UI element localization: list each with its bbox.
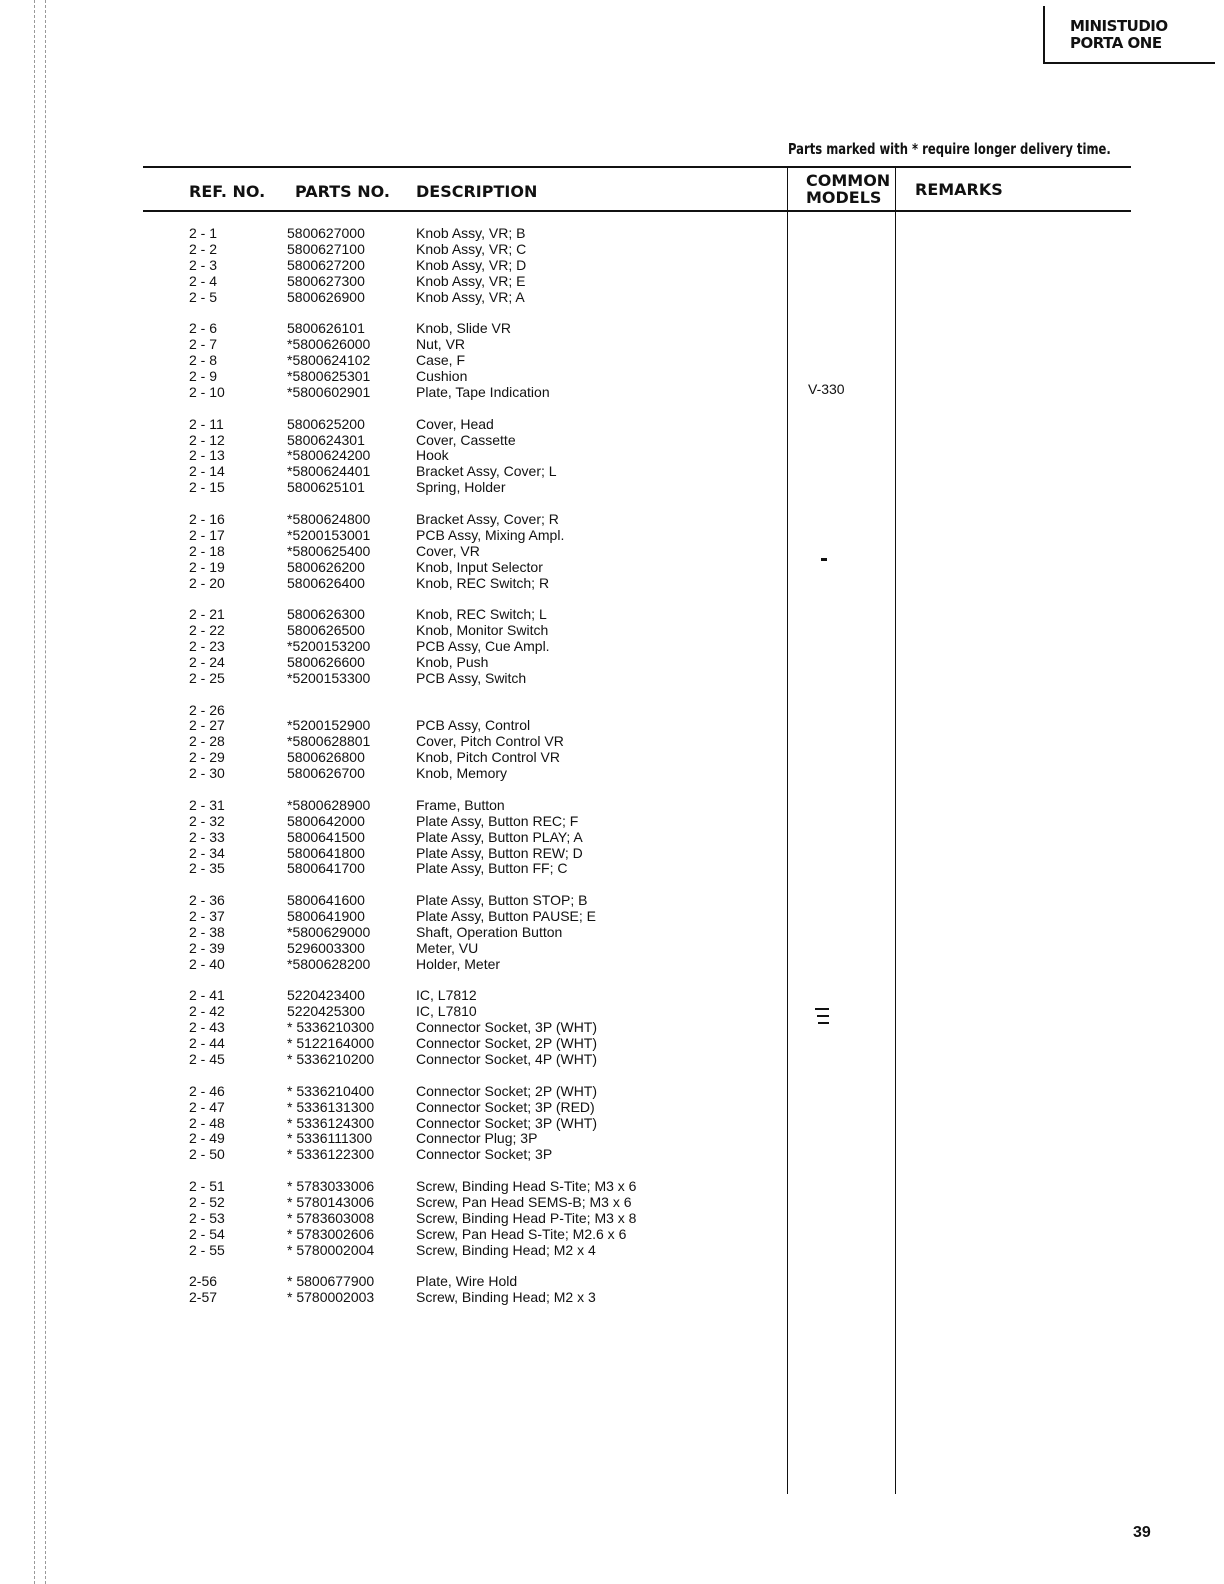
description-cell: Screw, Pan Head S-Tite; M2.6 x 6	[416, 1225, 627, 1242]
ref-no-cell: 2 - 51	[189, 1178, 225, 1194]
col-ref-header: REF. NO.	[189, 182, 266, 201]
parts-no-cell: 5800626200	[287, 558, 365, 575]
parts-no-cell: * 5122164000	[287, 1035, 375, 1052]
description-cell: Connector Plug; 3P	[416, 1130, 538, 1147]
description-cell: Cover, VR	[416, 542, 480, 559]
description-cell: IC, L7812	[416, 987, 477, 1004]
ref-no-cell: 2 - 46	[189, 1082, 225, 1099]
description-cell: Knob, Memory	[416, 765, 508, 782]
parts-no-cell: 5220423400	[287, 987, 365, 1004]
description-cell: Screw, Binding Head; M2 x 3	[416, 1289, 596, 1306]
parts-no-cell: * 5780002004	[287, 1241, 375, 1258]
parts-no-cell: 5220425300	[287, 1003, 365, 1020]
description-cell: Bracket Assy, Cover; R	[416, 510, 559, 527]
description-cell: Knob, Pitch Control VR	[416, 749, 560, 766]
description-cell: Cushion	[416, 368, 468, 384]
parts-no-cell: *5800624200	[287, 447, 371, 464]
description-cell: Connector Socket; 3P	[416, 1146, 553, 1163]
parts-no-cell: 5800625200	[287, 415, 365, 432]
parts-no-cell: 5800626700	[287, 765, 365, 782]
parts-no-cell: *5800624102	[287, 352, 371, 369]
description-cell: Screw, Binding Head; M2 x 4	[416, 1241, 596, 1258]
description-cell: PCB Assy, Switch	[416, 669, 527, 686]
description-cell: Plate Assy, Button REC; F	[416, 812, 579, 829]
parts-no-cell: 5800642000	[287, 812, 365, 829]
description-cell: Plate Assy, Button REW; D	[416, 844, 583, 861]
parts-no-cell: *5200152900	[287, 717, 371, 734]
parts-no-cell: *5800628200	[287, 955, 371, 972]
description-cell: Plate, Tape Indication	[416, 383, 550, 400]
description-cell: PCB Assy, Mixing Ampl.	[416, 526, 565, 543]
parts-no-cell: *5800625400	[287, 542, 371, 559]
description-cell: Connector Socket, 4P (WHT)	[416, 1051, 598, 1067]
description-cell: Connector Socket; 3P (RED)	[416, 1098, 595, 1115]
ref-no-cell: 2 - 17	[189, 526, 225, 543]
parts-no-cell: *5800624401	[287, 463, 371, 480]
common-model-entry: V-330	[808, 381, 845, 397]
common-col-right-rule	[895, 166, 896, 1494]
ref-no-cell: 2 - 44	[189, 1035, 225, 1052]
col-remarks-header: REMARKS	[915, 180, 1003, 199]
parts-no-cell: * 5336210400	[287, 1082, 375, 1099]
parts-no-cell: 5800641900	[287, 908, 365, 924]
parts-no-cell: *5800626000	[287, 336, 371, 353]
col-parts-header: PARTS NO.	[295, 182, 390, 201]
ref-no-cell: 2 - 23	[189, 638, 225, 654]
parts-no-cell: *5800602901	[287, 383, 371, 400]
parts-no-cell: * 5336122300	[287, 1146, 375, 1163]
delivery-note: Parts marked with * require longer delivery time.	[788, 140, 1111, 158]
description-cell: PCB Assy, Control	[416, 717, 531, 734]
parts-no-cell: *5200153001	[287, 526, 371, 543]
ref-no-cell: 2 - 54	[189, 1225, 225, 1242]
description-cell: Spring, Holder	[416, 479, 506, 496]
ref-no-cell: 2 - 7	[189, 336, 218, 353]
ref-no-cell: 2 - 53	[189, 1209, 225, 1226]
parts-no-cell: * 5783033006	[287, 1178, 375, 1194]
description-cell: Knob Assy, VR; B	[416, 225, 526, 241]
ref-no-cell: 2 - 9	[189, 368, 218, 384]
description-cell: Nut, VR	[416, 336, 466, 353]
ref-no-cell: 2 - 41	[189, 987, 225, 1004]
parts-no-cell: *5800628801	[287, 733, 371, 750]
ref-no-cell: 2-57	[189, 1289, 218, 1306]
parts-no-cell: 5800627000	[287, 225, 365, 241]
ref-no-cell: 2 - 55	[189, 1241, 225, 1258]
description-cell: Plate Assy, Button PLAY; A	[416, 828, 583, 845]
description-cell: Knob Assy, VR; D	[416, 256, 527, 273]
parts-no-cell: 5800625101	[287, 479, 365, 496]
description-cell: Connector Socket, 3P (WHT)	[416, 1019, 598, 1036]
ref-no-cell: 2 - 36	[189, 892, 225, 909]
description-cell: Case, F	[416, 352, 466, 369]
ref-no-cell: 2 - 37	[189, 908, 225, 924]
ref-no-cell: 2 - 4	[189, 272, 218, 289]
col-description-header: DESCRIPTION	[416, 182, 538, 201]
ref-no-cell: 2 - 12	[189, 431, 225, 448]
table-header-rule	[143, 210, 1131, 212]
parts-no-cell: 5800627200	[287, 256, 365, 273]
ref-no-cell: 2 - 35	[189, 860, 225, 877]
parts-no-cell: 5800626101	[287, 320, 365, 337]
ref-no-cell: 2 - 24	[189, 653, 225, 670]
description-cell: Cover, Pitch Control VR	[416, 733, 564, 750]
ref-no-cell: 2 - 14	[189, 463, 225, 480]
ref-no-cell: 2 - 27	[189, 717, 225, 734]
description-cell: Knob, REC Switch; R	[416, 574, 550, 591]
description-cell: Knob, Monitor Switch	[416, 622, 549, 639]
parts-no-cell: * 5783603008	[287, 1209, 375, 1226]
ref-no-cell: 2 - 30	[189, 765, 225, 782]
ref-no-cell: 2 - 11	[189, 415, 224, 432]
ref-no-cell: 2 - 26	[189, 701, 225, 718]
ref-no-cell: 2-56	[189, 1273, 218, 1290]
description-cell: Plate Assy, Button STOP; B	[416, 892, 588, 909]
ref-no-cell: 2 - 28	[189, 733, 225, 750]
description-cell: Plate Assy, Button PAUSE; E	[416, 908, 597, 924]
ref-no-cell: 2 - 10	[189, 383, 225, 400]
ref-no-cell: 2 - 8	[189, 352, 218, 369]
parts-no-cell: 5800626900	[287, 288, 365, 305]
ref-no-cell: 2 - 5	[189, 288, 218, 305]
parts-no-cell: * 5783002606	[287, 1225, 375, 1242]
parts-no-cell: 5800641800	[287, 844, 365, 861]
ref-no-cell: 2 - 18	[189, 542, 225, 559]
description-cell: Knob Assy, VR; E	[416, 272, 526, 289]
ref-no-cell: 2 - 6	[189, 320, 218, 337]
description-cell: Plate Assy, Button FF; C	[416, 860, 568, 877]
description-cell: Screw, Binding Head S-Tite; M3 x 6	[416, 1178, 637, 1194]
ref-no-cell: 2 - 3	[189, 256, 218, 273]
parts-no-cell: *5800629000	[287, 923, 371, 940]
ref-no-cell: 2 - 21	[189, 606, 225, 623]
common-col-left-rule	[787, 166, 788, 1494]
description-cell: Bracket Assy, Cover; L	[416, 463, 557, 480]
ref-no-cell: 2 - 31	[189, 796, 225, 813]
parts-no-cell: 5800626600	[287, 653, 365, 670]
description-cell: Knob, REC Switch; L	[416, 606, 547, 623]
ref-no-cell: 2 - 20	[189, 574, 225, 591]
ref-no-cell: 2 - 40	[189, 955, 225, 972]
scan-mark	[815, 1008, 829, 1010]
ref-no-cell: 2 - 32	[189, 812, 225, 829]
description-cell: IC, L7810	[416, 1003, 477, 1020]
description-cell: Knob, Slide VR	[416, 320, 511, 337]
parts-no-cell: * 5336210300	[287, 1019, 375, 1036]
parts-no-cell: *5200153200	[287, 638, 371, 654]
description-cell: PCB Assy, Cue Ampl.	[416, 638, 550, 654]
description-cell: Frame, Button	[416, 796, 505, 813]
parts-no-cell: *5800624800	[287, 510, 371, 527]
description-cell: Hook	[416, 447, 449, 464]
description-cell: Connector Socket, 2P (WHT)	[416, 1035, 598, 1052]
ref-no-cell: 2 - 33	[189, 828, 225, 845]
parts-no-cell: * 5800677900	[287, 1273, 375, 1290]
ref-no-cell: 2 - 43	[189, 1019, 225, 1036]
ref-no-cell: 2 - 16	[189, 510, 225, 527]
parts-no-cell: 5800624301	[287, 431, 365, 448]
ref-no-cell: 2 - 1	[189, 225, 218, 241]
ref-no-cell: 2 - 39	[189, 939, 225, 956]
parts-no-cell: 5800627300	[287, 272, 365, 289]
parts-no-cell: * 5780143006	[287, 1193, 375, 1210]
description-cell: Knob Assy, VR; C	[416, 240, 527, 257]
parts-no-cell: 5296003300	[287, 939, 365, 956]
ref-no-cell: 2 - 45	[189, 1051, 225, 1067]
model-title-line2: PORTA ONE	[1070, 34, 1162, 52]
parts-no-cell: 5800626500	[287, 622, 365, 639]
ref-no-cell: 2 - 29	[189, 749, 225, 766]
parts-no-cell: * 5336131300	[287, 1098, 375, 1115]
description-cell: Plate, Wire Hold	[416, 1273, 518, 1290]
description-cell: Screw, Binding Head P-Tite; M3 x 8	[416, 1209, 637, 1226]
ref-no-cell: 2 - 15	[189, 479, 225, 496]
ref-no-cell: 2 - 48	[189, 1114, 225, 1131]
parts-no-cell: 5800626400	[287, 574, 365, 591]
ref-no-cell: 2 - 13	[189, 447, 225, 464]
description-cell: Knob, Push	[416, 653, 489, 670]
ref-no-cell: 2 - 42	[189, 1003, 225, 1020]
ref-no-cell: 2 - 52	[189, 1193, 225, 1210]
description-cell: Knob Assy, VR; A	[416, 288, 525, 305]
description-cell: Shaft, Operation Button	[416, 923, 563, 940]
description-cell: Connector Socket; 3P (WHT)	[416, 1114, 598, 1131]
parts-no-cell: 5800641500	[287, 828, 365, 845]
ref-no-cell: 2 - 2	[189, 240, 218, 257]
scan-mark	[821, 558, 827, 561]
col-common-header-line2: MODELS	[806, 188, 882, 207]
parts-no-cell: 5800641600	[287, 892, 365, 909]
description-cell: Holder, Meter	[416, 955, 501, 972]
scan-mark	[817, 1015, 829, 1017]
ref-no-cell: 2 - 22	[189, 622, 225, 639]
table-top-rule	[143, 166, 1131, 168]
binding-edge	[45, 0, 46, 1584]
parts-no-cell: 5800626800	[287, 749, 365, 766]
parts-no-cell: *5800628900	[287, 796, 371, 813]
parts-no-cell: * 5336111300	[287, 1130, 373, 1147]
parts-no-cell: *5800625301	[287, 368, 371, 384]
description-cell: Meter, VU	[416, 939, 479, 956]
col-common-header-line1: COMMON	[806, 171, 891, 190]
model-title	[1070, 18, 1168, 52]
parts-no-cell: * 5336124300	[287, 1114, 375, 1131]
ref-no-cell: 2 - 50	[189, 1146, 225, 1163]
ref-no-cell: 2 - 38	[189, 923, 225, 940]
description-cell: Connector Socket; 2P (WHT)	[416, 1082, 598, 1099]
description-cell: Cover, Cassette	[416, 431, 516, 448]
scan-mark	[818, 1022, 829, 1024]
ref-no-cell: 2 - 47	[189, 1098, 225, 1115]
parts-no-cell: 5800626300	[287, 606, 365, 623]
ref-no-cell: 2 - 34	[189, 844, 225, 861]
model-title-line1: MINISTUDIO	[1070, 17, 1168, 35]
parts-no-cell: 5800627100	[287, 240, 365, 257]
description-cell: Cover, Head	[416, 415, 494, 432]
description-cell: Knob, Input Selector	[416, 558, 543, 575]
description-cell: Screw, Pan Head SEMS-B; M3 x 6	[416, 1193, 632, 1210]
parts-no-cell: * 5780002003	[287, 1289, 375, 1306]
ref-no-cell: 2 - 25	[189, 669, 225, 686]
ref-no-cell: 2 - 49	[189, 1130, 225, 1147]
ref-no-cell: 2 - 19	[189, 558, 225, 575]
binding-edge	[34, 0, 35, 1584]
parts-no-cell: * 5336210200	[287, 1051, 375, 1067]
parts-no-cell: 5800641700	[287, 860, 365, 877]
parts-no-cell: *5200153300	[287, 669, 371, 686]
page-number: 39	[1133, 1524, 1151, 1541]
